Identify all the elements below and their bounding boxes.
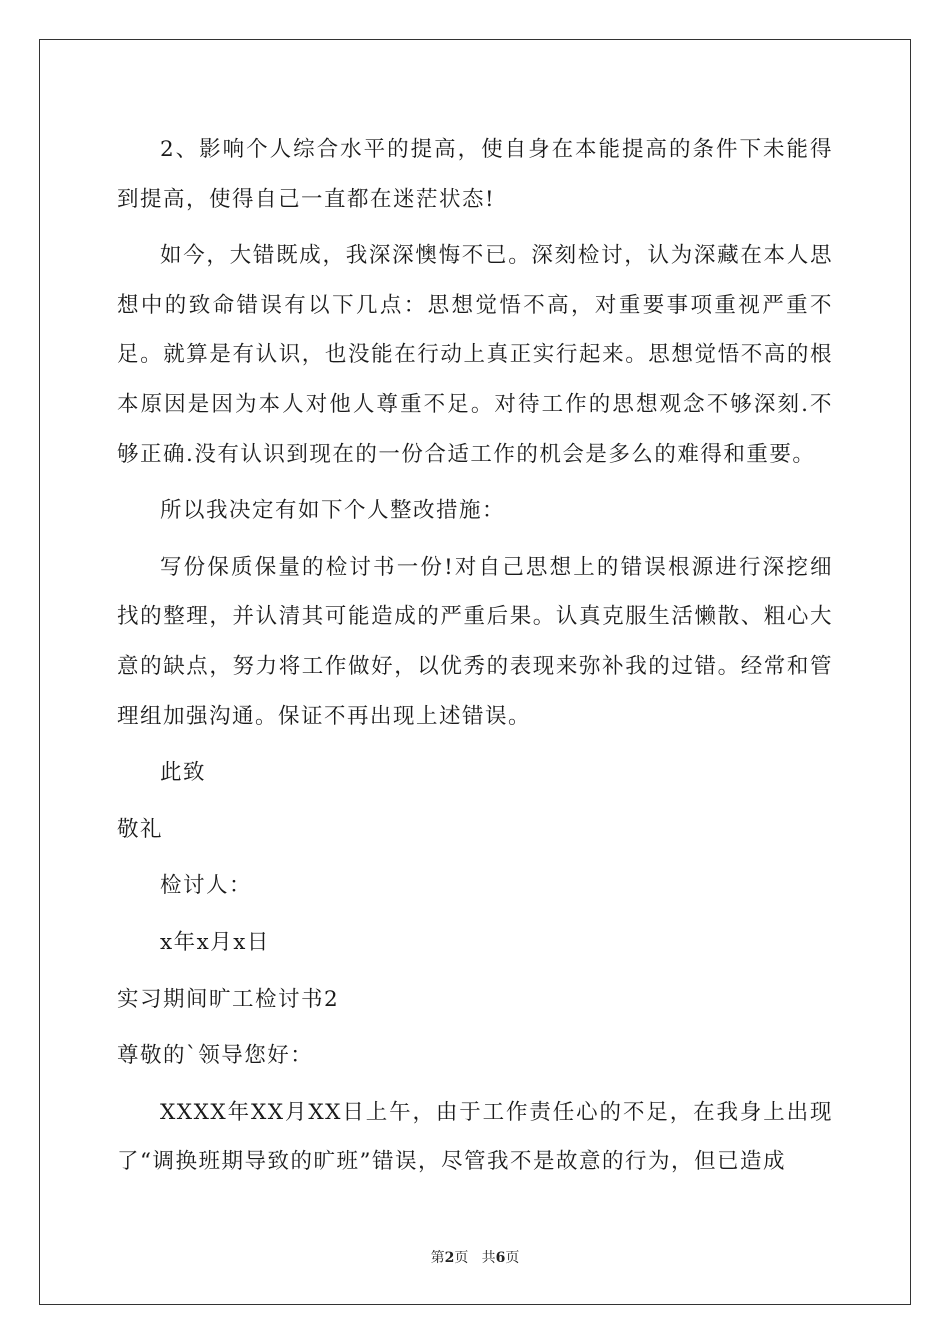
page-footer: [0, 1247, 950, 1267]
date-line: x年x月x日: [160, 929, 270, 955]
signer-label: 检讨人：: [160, 873, 253, 899]
paragraph-5: XXXX年XX月XX日上午，由于工作责任心的不足，在我身上出现了“调换班期导致的旷班”错误，尽管我不是故意的行为，但已造成: [117, 1099, 833, 1175]
paragraph-2: 如今，大错既成，我深深懊悔不已。深刻检讨，认为深藏在本人思想中的致命错误有以下几点：思想觉悟不高，对重要事项重视严重不足。就算是有认识，也没能在行动上真正实行起来。思想觉悟不高的根本原因是因为本人对他人尊重不足。对待工作的思想观念不够深刻.不够正确.没有认识到现在的一份合适工作的机会是多么的难得和重要。: [117, 243, 833, 467]
closing-ci-zhi: 此致: [160, 760, 207, 786]
footer-prefix: 第: [430, 1250, 445, 1266]
paragraph-1: 2、影响个人综合水平的提高，使自身在本能提高的条件下未能得到提高，使得自己一直都在迷茫状态!: [117, 137, 833, 212]
greeting-line: 尊敬的`领导您好：: [117, 1043, 314, 1069]
footer-total-prefix: 共: [481, 1250, 496, 1266]
closing-jing-li: 敬礼: [117, 816, 164, 842]
footer-page-number: 2: [444, 1250, 455, 1266]
footer-page-unit: 页: [454, 1250, 469, 1266]
document-body: [117, 125, 833, 1194]
paragraph-3: 所以我决定有如下个人整改措施：: [160, 498, 506, 524]
footer-total-pages: 6: [495, 1250, 506, 1266]
paragraph-4: 写份保质保量的检讨书一份!对自己思想上的错误根源进行深挖细找的整理，并认清其可能造成的严重后果。认真克服生活懒散、粗心大意的缺点，努力将工作做好，以优秀的表现来弥补我的过错。经常和管理组加强沟通。保证不再出现上述错误。: [117, 554, 833, 729]
footer-total-unit: 页: [505, 1250, 520, 1266]
section-title: 实习期间旷工检讨书2: [117, 986, 340, 1012]
